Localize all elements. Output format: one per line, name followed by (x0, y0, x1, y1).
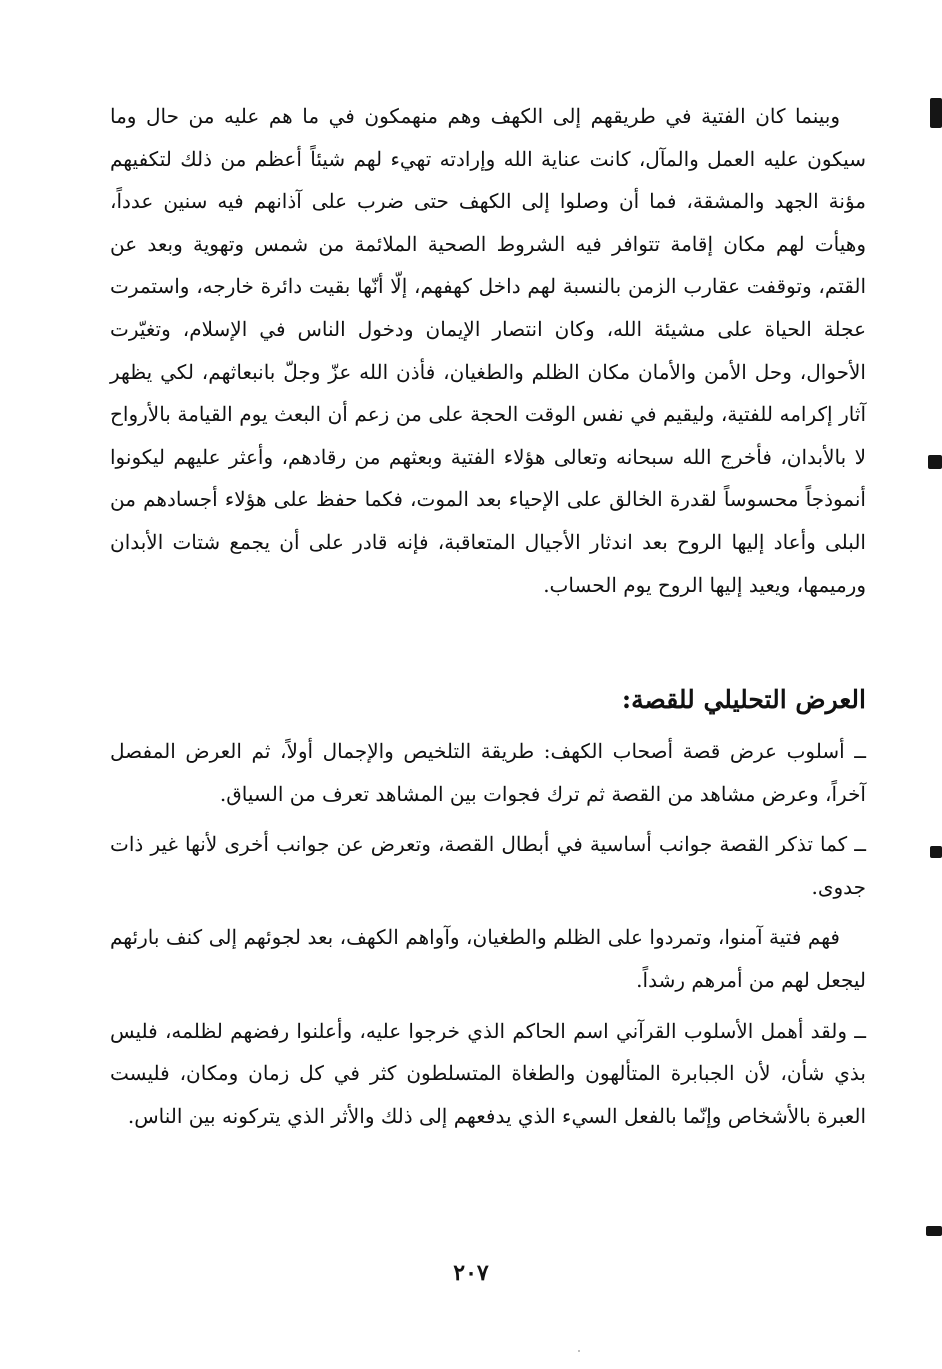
intro-paragraph: وبينما كان الفتية في طريقهم إلى الكهف وهم منهمكون في ما هم عليه من حال وما سيكون عليه العمل والمآل، كانت عناية الله وإرادته تهيء لهم شيئاً أعظم من ذلك لتكفيهم مؤنة الجهد والمشقة، فما أن وصلوا إلى الكهف حتى ضرب على آذانهم فيه سنين عدداً، وهيأت لهم مكان إقامة تتوافر فيه الشروط الصحية الملائمة من شمس وتهوية وبعد عن القتم، وتوقفت عقارب الزمن بالنسبة لهم داخل كهفهم، إلّا أنّها بقيت دائرة خارجه، واستمرت عجلة الحياة على مشيئة الله، وكان انتصار الإيمان ودخول الناس في الإسلام، وتغيّرت الأحوال، وحل الأمن والأمان مكان الظلم والطغيان، فأذن الله عزّ وجلّ بانبعاثهم، لكي يظهر آثار إكرامه للفتية، وليقيم في نفس الوقت الحجة على من زعم أن البعث يوم القيامة بالأرواح لا بالأبدان، فأخرج الله سبحانه وتعالى هؤلاء الفتية وبعثهم من رقادهم، وأعثر عليهم ليكونوا أنموذجاً محسوساً لقدرة الخالق على الإحياء بعد الموت، فكما حفظ على هؤلاء أجسادهم من البلى وأعاد إليها الروح بعد اندثار الأجيال المتعاقبة، فإنه قادر على أن يجمع شتات الأبدان ورميمها، ويعيد إليها الروح يوم الحساب. (110, 104, 867, 597)
page-number: ٢٠٧ (453, 1260, 489, 1286)
scan-edge-mark-top (930, 98, 942, 128)
section-heading: العرض التحليلي للقصة: (621, 685, 866, 714)
point-unnamed-ruler: ــ ولقد أهمل الأسلوب القرآني اسم الحاكم الذي خرجوا عليه، وأعلنوا رفضهم لظلمه، فليس بذي شأن، لأن الجبابرة المتألهون والطغاة المتسلطون كثر في كل زمان ومكان، فليست العبرة بالأشخاص وإنّما بالفعل السيء الذي يدفعهم إلى ذلك والأثر الذي يتركونه بين الناس. (110, 1018, 866, 1128)
point-narrative-style: ــ أسلوب عرض قصة أصحاب الكهف: طريقة التلخيص والإجمال أولاً، ثم العرض المفصل آخراً، وعرض مشاهد من القصة ثم ترك فجوات بين المشاهد تعرف من السياق. (110, 739, 866, 806)
scan-edge-mark-middle (928, 455, 942, 469)
point-character-aspects: ــ كما تذكر القصة جوانب أساسية في أبطال القصة، وتعرض عن جوانب أخرى لأنها غير ذات جدوى. (110, 832, 866, 899)
scan-speck (578, 1350, 580, 1352)
body-lower (110, 730, 866, 1137)
scan-edge-mark-bottom (926, 1226, 942, 1236)
paragraph-youth-description: فهم فتية آمنوا، وتمردوا على الظلم والطغيان، وآواهم الكهف، بعد لجوئهم إلى كنف بارئهم ليجعل لهم من أمرهم رشداً. (110, 925, 866, 992)
body-upper (110, 95, 866, 606)
scan-edge-mark-lower (930, 846, 942, 858)
